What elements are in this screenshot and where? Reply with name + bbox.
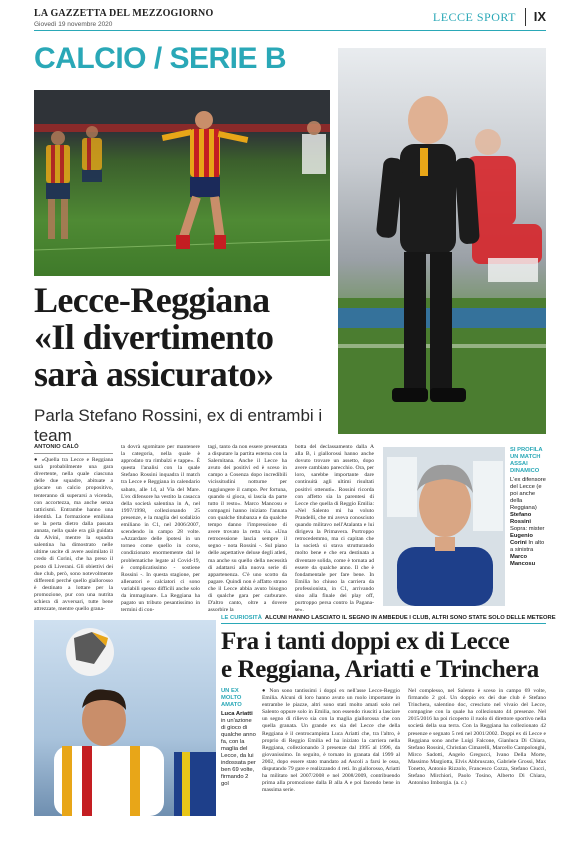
second-article-body bbox=[262, 688, 546, 818]
page-number: IX bbox=[533, 9, 546, 24]
subheadline: Parla Stefano Rossini, ex di entrambi i team bbox=[34, 406, 323, 445]
curiosita-text: ALCUNI HANNO LASCIATO IL SEGNO IN AMBEDUE I CLUB, ALTRI SONO STATE SOLO DELLE METEORE bbox=[264, 615, 556, 621]
second-article-column-2: Nel complesso, nel Salento è sceso in campo 69 volte, firmando 2 gol. Un doppio ex dei due club è Stefano Trinchera, salentino doc, cresciuto nel vivaio del Lecce, compagine con la quale ha collezionato 44 presenze. Nel 2015/2016 ha poi ricoperto il ruolo di direttore sportivo nella società della sua terra. Con la Reggiana ha collezionato 42 presenze e segnato 5 reti nel 2001/2002. Doppi ex di Lecce e Reggiana sono anche Luigi Falcone, Gianluca Di Chiara, Stefano Rossini, Christian Cimarelli, Marcello Campolonghi, Mirco Sadotti, Angelo Gregucci, Ivano Della Morte, Massimo Margiotta, Elvis Abbruscato, Gabriele Grossi, Max Tonetto, Antonio Rizzolo, Francesco Cozza, Stefano Ciucci, Stefano Mirchiori, Paolo Tosino, Alberto Di Chiara, Antonino Imborgia. (a. c.) bbox=[408, 688, 546, 787]
curiosita-kicker: LE CURIOSITÀ bbox=[221, 615, 262, 621]
portrait-caption-text-2: Sopra: mister bbox=[510, 526, 545, 532]
byline: ANTONIO CALÒ bbox=[34, 444, 113, 454]
second-headline bbox=[221, 628, 551, 684]
match-photo-illustration bbox=[34, 90, 330, 276]
ariatti-caption-text: in un'azione di gioco di qualche anno fa, con la maglia del Lecce, da lui indossata per ben 69 volte, firmando 2 gol bbox=[221, 718, 256, 787]
masthead-rule bbox=[34, 30, 546, 31]
portrait-caption-name-1: Stefano Rossini bbox=[510, 512, 532, 525]
ariatti-photo bbox=[34, 620, 216, 816]
issue-date: Giovedì 19 novembre 2020 bbox=[34, 21, 113, 28]
headline-line-3: sarà assicurato» bbox=[34, 354, 274, 394]
second-article-column-1: ● Non sono tantissimi i doppi ex nell'asse Lecce-Reggio Emilia. Alcuni di loro hanno avuto un ruolo importante in entrambe le piazze, altri sono stati molto amati solo nel Salento oppure solo in Emilia, non essendo riusciti a lasciare un segno di rilievo sia con la maglia giallorossa che con quella granata. Un grande ex sia del Lecce che della Reggiana è il centrocampista Luca Ariatti che, tra l'altro, è proprio di Reggio Emilia ed ha iniziato la carriera nella Reggiana, collezionando 3 presenze dal 1995 al 1996, da giovanissimo. In seguito, è tornato in granata dal 1999 al 2002, dopo essere stato mandato ad Ascoli a farsi le ossa, disputando 79 gare e realizzando 4 reti. In giallorosso, Ariatti ha militato nel 2007/2008 e nel 2008/2009, contribuendo prima alla promozione dalla B alla A e poi facendo bene in massima serie. bbox=[262, 688, 400, 794]
section-divider bbox=[525, 8, 527, 26]
main-headline bbox=[34, 282, 384, 393]
article-body bbox=[34, 444, 374, 614]
article-column-2: ta dovrà sgomitare per mantenere la categoria, nella quale è approdato tra rimbalzi e tappe». È questa l'analisi con la quale Stefano Rossini inquadra il match tra Lecce e Reggiana in calendario sabato, alle 14, al Via del Mare. L'ex difensore ha vestito la casacca della società salentina in A, nel 1997/1998, collezionando 25 presenze, e la maglia del sodalizio emiliano in C1, nel 2006/2007, scendendo in campo 28 volte. «Azzardare delle ipotesi in un torneo come quello in corso, condizionato enormemente dal le problematiche legate al Covid-19, è complicatissimo - sostiene Rossini -. In questa stagione, per allenatori e calciatori ci sono variabili spesso difficili anche solo da immaginare. La Reggiana ha pagato un tributo pesantissimo in termini di con- bbox=[121, 444, 200, 614]
newspaper-name: LA GAZZETTA DEL MEZZOGIORNO bbox=[34, 8, 214, 19]
section-kicker: CALCIO / SERIE B bbox=[34, 42, 287, 75]
headline-line-1: Lecce-Reggiana bbox=[34, 280, 270, 320]
article-column-1-text: ● «Quella tra Lecce e Reggiana sarà probabilmente una gara divertente, nella quale ciascuna delle due squadre, abituate a giocare un calcio propositivo, tenteranno di superarsi a vicenda, con accortezza, ma anche senza tatticismi. Entrambe hanno una identità. La formazione emiliana se la perta dietro dalla passata annata, nella quale era già guidata da Alvini, mentre la squadra salentina ha dimostrato nelle ultime uscite di avere assimilato il credo di Corini, che ha preso il posto di Liverani. Gli obiettivi dei due club, però, sono notevolmente differenti perché quello giallorosso è destinato a lottare per la promozione, pur con una nutrita schiera di avversari, tutte bene attrezzate, mentre quello grana- bbox=[34, 457, 113, 613]
second-headline-line-2: e Reggiana, Ariatti e Trinchera bbox=[221, 656, 539, 683]
ariatti-caption-kicker: UN EX MOLTO AMATO bbox=[221, 688, 242, 708]
ariatti-caption bbox=[221, 688, 257, 788]
portrait-photo bbox=[383, 447, 505, 606]
ariatti-caption-name: Luca Ariatti bbox=[221, 711, 253, 717]
headline-line-2: «Il divertimento bbox=[34, 317, 274, 357]
portrait-illustration bbox=[383, 447, 505, 606]
curiosita-bar bbox=[221, 615, 556, 621]
ariatti-photo-illustration bbox=[34, 620, 216, 816]
portrait-caption-kicker: SI PROFILA UN MATCH ASSAI DINAMICO bbox=[510, 447, 543, 474]
article-column-1 bbox=[34, 444, 113, 613]
article-column-3: tagi, tanto da non essere presentata a disputare la partita esterna con la Salernitana. Anche il Lecce ha avuto dei positivi ed è sceso in campo a Cosenza dopo incredibili vicissitudini notturne per raggiungere il campo. Per fortuna, quando si gioca, si lascia da parte tutto il resto». Marco Mancosu e compagni hanno iniziato l'annata con qualche titubanza e da qualche tempo danno l'impressione di avere trovato la retta via. «Una retrocessione lascia sempre il segno - nota Rossini -. Sul piano delle aspettative deluse degli atleti, ma anche su quello della necessità di adattarsi alla nuova serie di appartenenza. C'è uno scotto da pagare. Quindi non è affatto strano che il Lecce abbia avuto bisogno di qualche gara per carburare. D'altro canto, oltre a dovere assorbire la bbox=[208, 444, 287, 614]
match-photo bbox=[34, 90, 330, 276]
portrait-caption bbox=[510, 447, 546, 568]
portrait-caption-name-2: Eugenio Corini bbox=[510, 533, 533, 546]
section-name: LECCE SPORT bbox=[432, 10, 516, 24]
portrait-caption-text-3: In alto a sinistra bbox=[510, 540, 545, 553]
curiosita-rule bbox=[221, 623, 546, 624]
second-headline-line-1: Fra i tanti doppi ex di Lecce bbox=[221, 628, 510, 655]
portrait-caption-text-1: L'ex difensore del Lecce (e poi anche della Reggiana) bbox=[510, 477, 546, 511]
portrait-caption-name-3: Marco Mancosu bbox=[510, 554, 536, 567]
masthead bbox=[34, 8, 546, 36]
article-column-4: botta del declassamento dalla A alla B, i giallorossi hanno anche dovuto trovare un assetto, dopo avere cambiato parecchio. Ora, per loro, sarebbe importante dare continuità agli ultimi risultati positivi ottenuti». Rossini ricorda con affetto sia la parentesi di Lecce che quella di Reggio Emilia: «Nel Salento mi ha voluto Prandelli, che mi aveva conosciuto quando militavo nell'Atalanta e lui dirigeva la Primavera. Purtroppo retrocedemmo, ma ci capitan che la società si stava strutturando molto bene e che era destinata a diventare solida, come è tornata ad essere da qualche anno. Il che è fondamentale per fare bene. In Emilia ho chiuso la carriera da professionista, in C1, arrivando sino alla finale dei play off, purtroppo persa contro la Pagana- se». bbox=[295, 444, 374, 614]
